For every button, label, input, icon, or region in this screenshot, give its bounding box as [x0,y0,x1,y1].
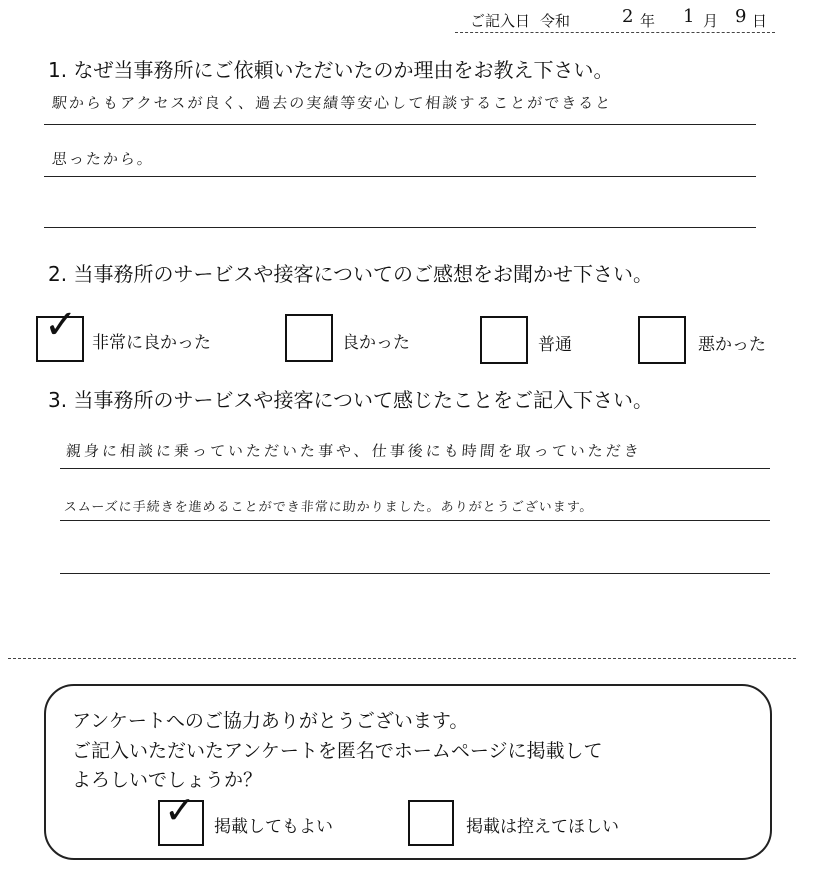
consent-option-2-label: 掲載は控えてほしい [466,817,619,837]
consent-option-2-checkbox[interactable] [408,800,454,846]
question-1: 1. なぜ当事務所にご依頼いただいたのか理由をお教え下さい。 [48,58,614,82]
notice-line-2: ご記入いただいたアンケートを匿名でホームページに掲載して [72,740,603,762]
q3-answer-line-1[interactable]: 親身に相談に乗っていただいた事や、仕事後にも時間を取っていただき [65,442,643,460]
q1-answer-line-1[interactable]: 駅からもアクセスが良く、過去の実績等安心して相談することができると [51,94,613,112]
q2-option-1-label: 非常に良かった [92,333,211,353]
q2-option-3-checkbox[interactable] [480,316,528,364]
date-label: ご記入日 [470,12,531,30]
question-2: 2. 当事務所のサービスや接客についてのご感想をお聞かせ下さい。 [48,262,654,286]
q3-rule-2 [60,520,770,521]
day-unit: 日 [752,12,768,30]
q1-answer-line-2[interactable]: 思ったから。 [51,150,155,168]
month-value: 1 [683,6,695,27]
q3-answer-line-2[interactable]: スムーズに手続きを進めることができ非常に助かりました。ありがとうございます。 [63,500,595,515]
q1-rule-2 [44,176,756,177]
consent-option-1-check-mark: ✓ [164,788,196,832]
q2-option-2-label: 良かった [342,333,410,353]
year-unit: 年 [640,12,656,30]
q2-option-1-check-mark: ✓ [44,302,78,348]
section-separator [8,658,796,659]
header-underline [455,32,775,33]
q2-option-4-checkbox[interactable] [638,316,686,364]
month-unit: 月 [703,12,719,30]
era-label: 令和 [540,12,571,30]
day-value: 9 [735,6,747,27]
q2-option-4-label: 悪かった [698,335,766,355]
q1-rule-3 [44,227,756,228]
q2-option-2-checkbox[interactable] [285,314,333,362]
year-value: 2 [622,6,634,27]
q2-option-3-label: 普通 [538,335,572,355]
consent-option-1-label: 掲載してもよい [214,817,333,837]
notice-line-1: アンケートへのご協力ありがとうございます。 [72,710,469,732]
q1-rule-1 [44,124,756,125]
q3-rule-3 [60,573,770,574]
q3-rule-1 [60,468,770,469]
question-3: 3. 当事務所のサービスや接客について感じたことをご記入下さい。 [48,388,654,412]
notice-line-3: よろしいでしょうか？ [72,769,263,791]
